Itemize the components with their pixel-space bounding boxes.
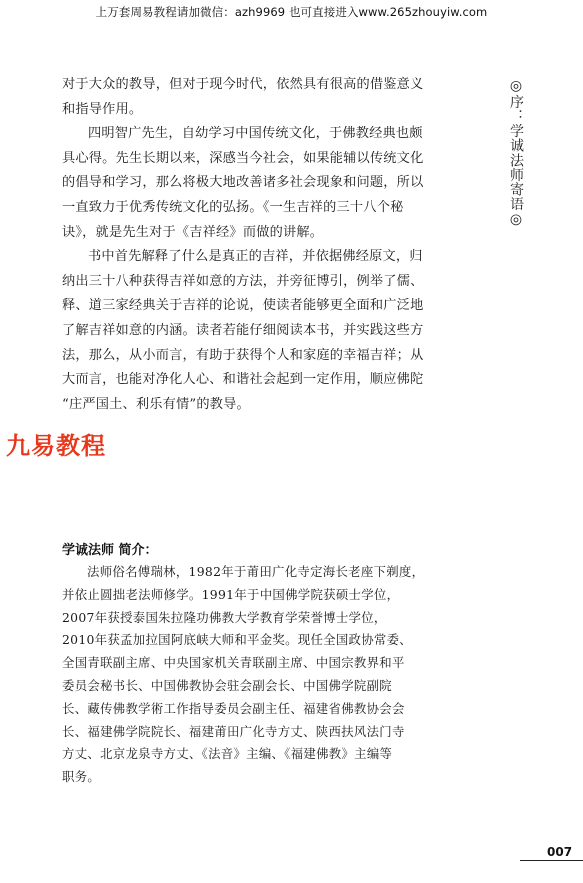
brand-watermark: 九易教程 [6,432,106,460]
side-section-title: ◎序：学诚法师寄语◎ [508,78,524,228]
bio-line: 2007年获授泰国朱拉隆功佛教大学教育学荣誉博士学位， [62,609,387,625]
bio-line: 全国青联副主席、中央国家机关青联副主席、中国宗教界和平 [62,655,405,671]
bio-line: 长、藏传佛教学術工作指导委员会副主任、福建省佛教协会会 [62,700,405,716]
page-number: 007 [547,845,573,859]
body-line: 释、道三家经典关于吉祥的论说，使读者能够更全面和广泛地 [62,298,424,314]
bio-line: 职务。 [62,769,101,785]
bio-line: 法师俗名傅瑞林，1982年于莆田广化寺定海长老座下剃度， [87,564,425,579]
body-line: 和指导作用。 [62,101,143,117]
body-line: 书中首先解释了什么是真正的吉祥，并依据佛经原文，归 [88,249,423,265]
body-line: 法，那么，从小而言，有助于获得个人和家庭的幸福吉祥；从 [62,347,424,363]
bio-body [62,561,442,789]
body-line: 一直致力于优秀传统文化的弘扬。《一生吉祥的三十八个秘 [62,199,404,215]
body-line: 了解吉祥如意的内涵。读者若能仔细阅读本书，并实践这些方 [62,322,424,338]
bio-title: 学诚法师 简介： [62,543,158,558]
body-line: 纳出三十八种获得吉祥如意的方法，并旁征博引，例举了儒、 [62,273,424,289]
preface-body [62,73,438,417]
body-line: 具心得。先生长期以来，深感当今社会，如果能辅以传统文化 [62,150,424,166]
body-line: “庄严国土、利乐有情”的教导。 [62,396,250,412]
body-line: 四明智广先生，自幼学习中国传统文化，于佛教经典也颇 [88,126,423,142]
body-line: 的倡导和学习，那么将极大地改善诸多社会现象和问题，所以 [62,175,424,191]
body-line: 大而言，也能对净化人心、和谐社会起到一定作用，顺应佛陀 [62,372,424,388]
bio-line: 2010年获孟加拉国阿底峡大师和平金奖。现任全国政协常委、 [62,632,412,648]
bio-line: 方丈、北京龙泉寺方丈、《法音》主编、《福建佛教》主编等 [62,746,393,762]
header-notice: 上万套周易教程请加微信：azh9969 也可直接进入www.265zhouyiw.com [95,5,488,19]
bio-line: 长、福建佛学院院长、福建莆田广化寺方丈、陕西扶风法门寺 [62,723,405,739]
page-number-rule [520,860,583,861]
body-line: 诀》，就是先生对于《吉祥经》而做的讲解。 [62,224,324,240]
bio-line: 委员会秘书长、中国佛教协会驻会副会长、中国佛学院副院 [62,677,392,693]
bio-line: 并依止圆拙老法师修学。1991年于中国佛学院获硕士学位， [62,586,400,602]
body-line: 对于大众的教导，但对于现今时代，依然具有很高的借鉴意义 [62,77,424,92]
